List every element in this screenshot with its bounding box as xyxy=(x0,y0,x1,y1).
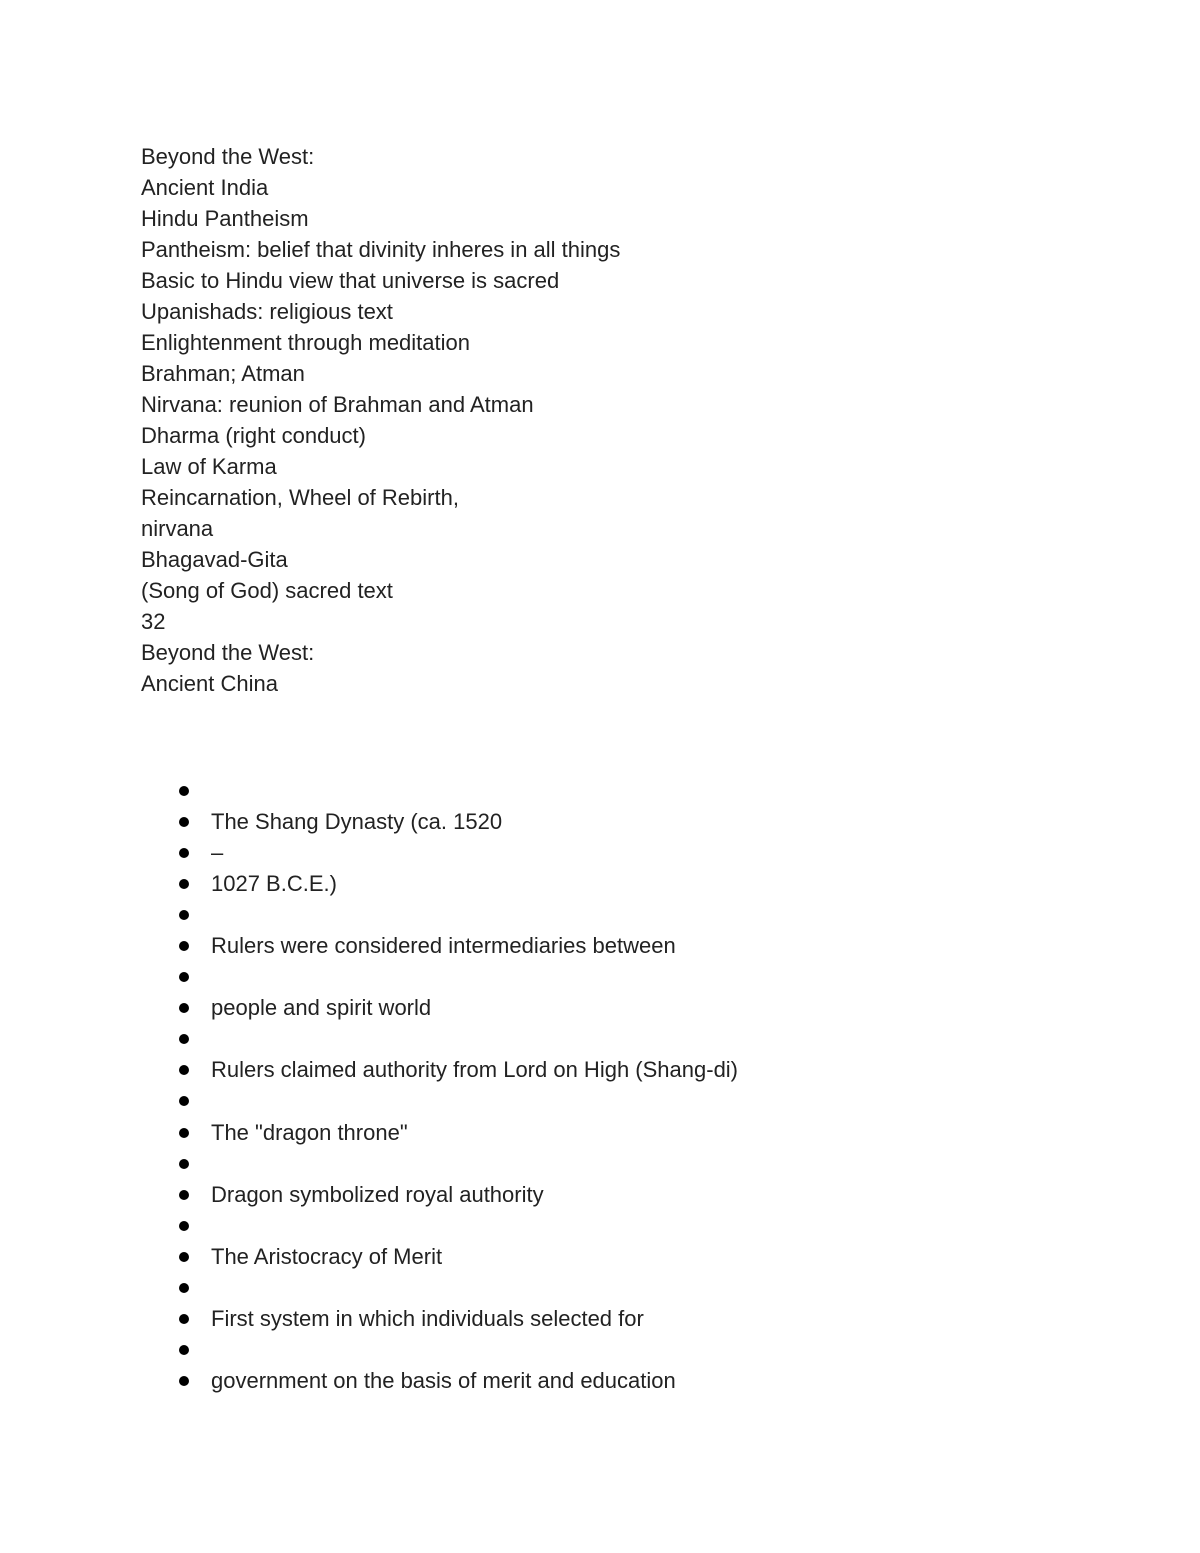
text-line: Ancient India xyxy=(141,175,269,200)
bullet-text: Rulers were considered intermediaries between xyxy=(211,933,676,959)
text-line: Bhagavad-Gita xyxy=(141,547,288,572)
bullet-icon xyxy=(179,1034,189,1044)
bullet-icon xyxy=(179,786,189,796)
bullet-icon xyxy=(179,1190,189,1200)
text-line: Brahman; Atman xyxy=(141,361,305,386)
bullet-text: Rulers claimed authority from Lord on High (Shang-di) xyxy=(211,1057,739,1083)
text-line: Beyond the West: xyxy=(141,640,315,665)
text-line: Hindu Pantheism xyxy=(141,206,309,231)
text-line: Pantheism: belief that divinity inheres in all things xyxy=(141,237,621,262)
text-line: Beyond the West: xyxy=(141,144,315,169)
bullet-text: The "dragon throne" xyxy=(211,1119,408,1145)
bullet-icon xyxy=(179,848,189,858)
text-lines xyxy=(141,141,620,699)
bullet-icon xyxy=(179,1221,189,1231)
bullet-text: The Shang Dynasty (ca. 1520 xyxy=(211,809,503,835)
bullet-text: – xyxy=(211,840,224,866)
bullet-text: The Aristocracy of Merit xyxy=(211,1243,443,1269)
text-line: nirvana xyxy=(141,516,214,541)
bullet-icon xyxy=(179,817,189,827)
text-line: Nirvana: reunion of Brahman and Atman xyxy=(141,392,534,417)
text-line: Basic to Hindu view that universe is sacred xyxy=(141,268,560,293)
bullet-icon xyxy=(179,879,189,889)
bullet-icon xyxy=(179,1376,189,1386)
bullet-icon xyxy=(179,1065,189,1075)
bullet-icon xyxy=(179,1159,189,1169)
bullet-text: government on the basis of merit and education xyxy=(211,1367,676,1393)
bullet-icon xyxy=(179,1345,189,1355)
bullet-icon xyxy=(179,1252,189,1262)
bullet-icon xyxy=(179,1003,189,1013)
bullet-icon xyxy=(179,1096,189,1106)
bullet-icon xyxy=(179,910,189,920)
page-number: 32 xyxy=(141,609,166,634)
bullet-icon xyxy=(179,972,189,982)
text-line: (Song of God) sacred text xyxy=(141,578,393,603)
bullet-icon xyxy=(179,1314,189,1324)
text-line: Reincarnation, Wheel of Rebirth, xyxy=(141,485,459,510)
text-line: Ancient China xyxy=(141,671,278,696)
bullet-icon xyxy=(179,1283,189,1293)
bullet-text: First system in which individuals selected for xyxy=(211,1305,644,1331)
text-line: Law of Karma xyxy=(141,454,277,479)
bullet-text: people and spirit world xyxy=(211,995,432,1021)
bullet-icon xyxy=(179,1128,189,1138)
bullet-icon xyxy=(179,941,189,951)
text-line: Enlightenment through meditation xyxy=(141,330,470,355)
bullet-text: Dragon symbolized royal authority xyxy=(211,1181,544,1207)
text-line: Upanishads: religious text xyxy=(141,299,393,324)
bullet-text: 1027 B.C.E.) xyxy=(211,871,337,897)
text-line: Dharma (right conduct) xyxy=(141,423,366,448)
